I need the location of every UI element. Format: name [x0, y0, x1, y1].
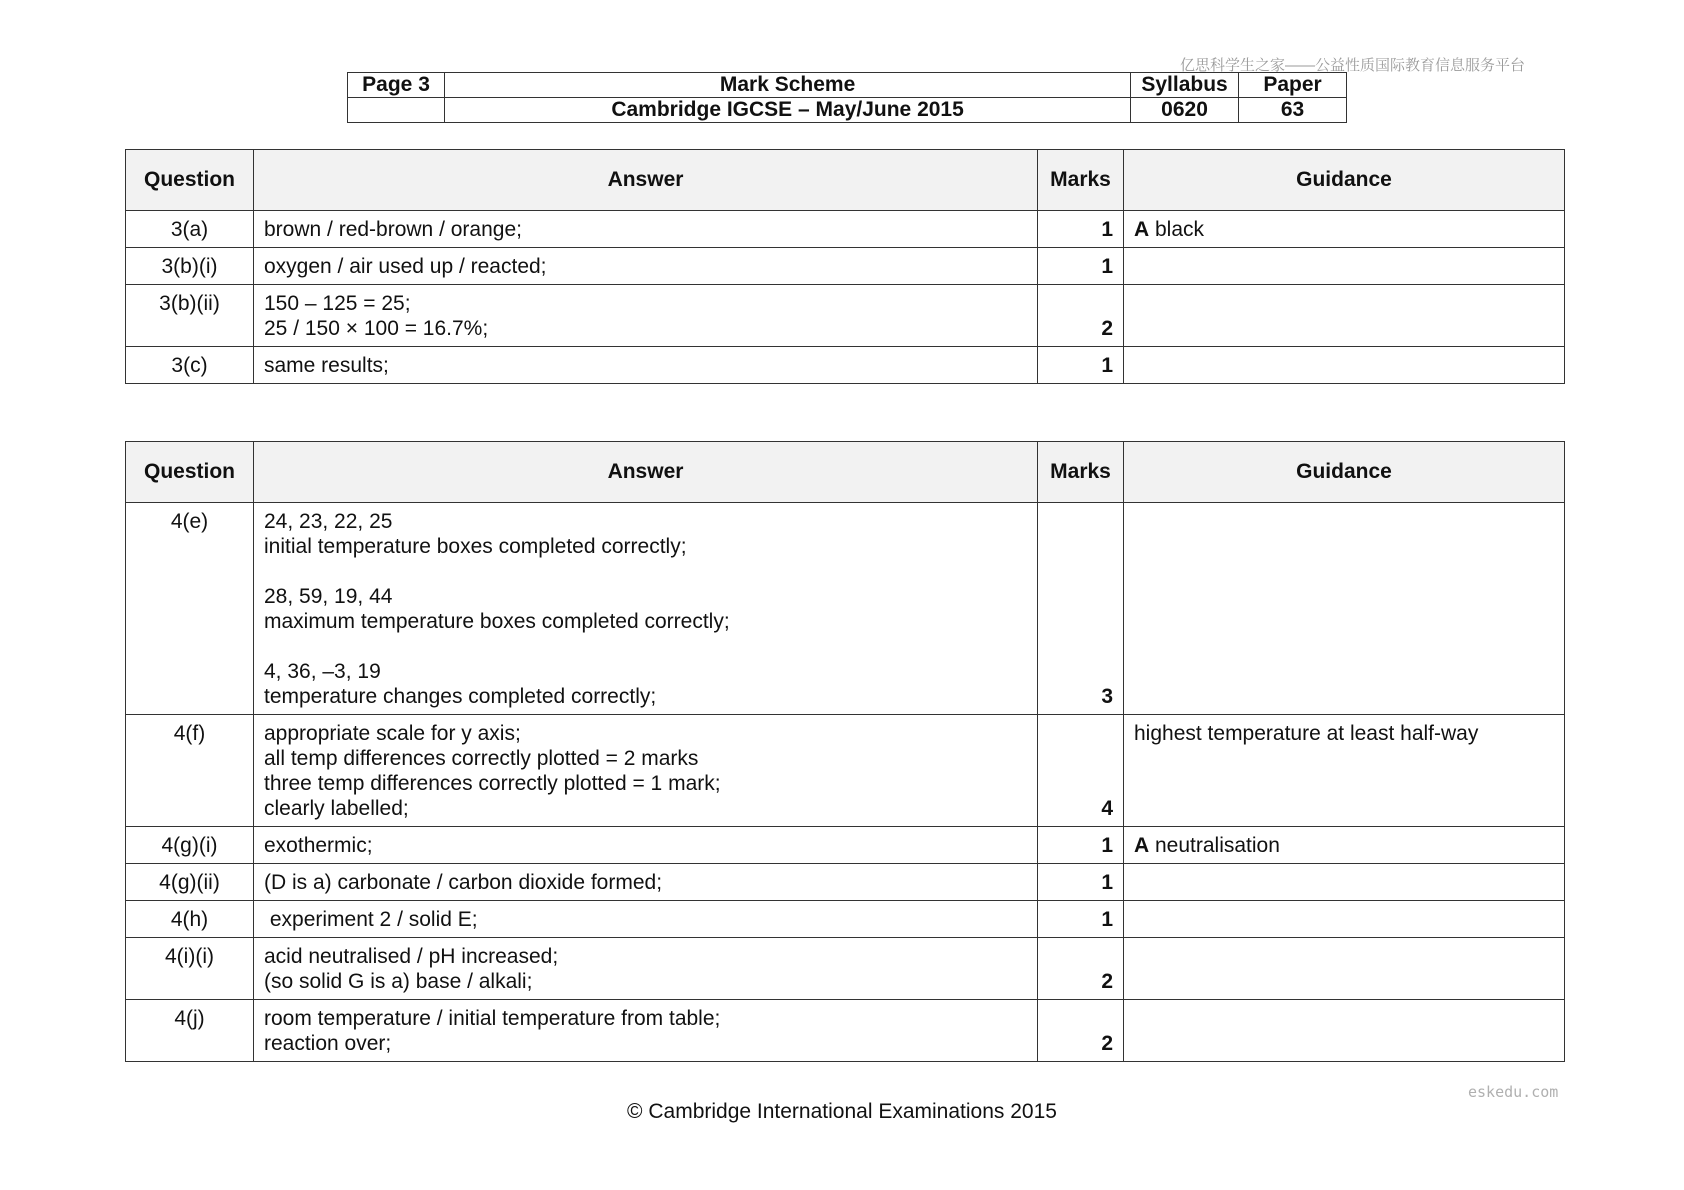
answer-line: 150 – 125 = 25; — [264, 292, 411, 315]
exam-name: Cambridge IGCSE – May/June 2015 — [445, 98, 1131, 123]
guidance-cell — [1124, 347, 1565, 384]
column-header-marks: Marks — [1038, 442, 1124, 503]
guidance-cell — [1124, 827, 1565, 864]
answer-line: 4, 36, –3, 19 — [264, 660, 381, 683]
question-number: 4(e) — [126, 503, 254, 715]
guidance-cell — [1124, 248, 1565, 285]
marks-value: 1 — [1038, 347, 1124, 384]
answer-line: oxygen / air used up / reacted; — [264, 255, 547, 278]
marks-value: 3 — [1038, 503, 1124, 715]
column-header-guidance: Guidance — [1124, 442, 1565, 503]
answer-cell — [254, 901, 1038, 938]
guidance-cell — [1124, 211, 1565, 248]
answer-line: brown / red-brown / orange; — [264, 218, 522, 241]
marks-value: 1 — [1038, 248, 1124, 285]
answer-cell — [254, 211, 1038, 248]
marks-value: 1 — [1038, 864, 1124, 901]
answer-line — [264, 634, 1027, 659]
mark-scheme-table-4 — [125, 441, 1565, 1062]
document-title: Mark Scheme — [445, 73, 1131, 98]
answer-line: (D is a) carbonate / carbon dioxide formed; — [264, 871, 663, 894]
question-number: 4(j) — [126, 1000, 254, 1062]
marks-value: 1 — [1038, 901, 1124, 938]
table-row — [126, 503, 1565, 715]
answer-line: acid neutralised / pH increased; — [264, 945, 559, 968]
question-number: 3(b)(i) — [126, 248, 254, 285]
watermark-top: 亿思科学生之家——公益性质国际教育信息服务平台 — [1180, 57, 1526, 74]
answer-line: 25 / 150 × 100 = 16.7%; — [264, 317, 489, 340]
paper-number: 63 — [1239, 98, 1347, 123]
column-header-answer: Answer — [254, 150, 1038, 211]
answer-line: 24, 23, 22, 25 — [264, 510, 393, 533]
answer-line: experiment 2 / solid E; — [264, 908, 478, 931]
watermark-bottom: eskedu.com — [1468, 1083, 1559, 1101]
answer-line: 28, 59, 19, 44 — [264, 585, 393, 608]
answer-line: room temperature / initial temperature from table; — [264, 1007, 721, 1030]
answer-line: exothermic; — [264, 834, 373, 857]
syllabus-label: Syllabus — [1131, 73, 1239, 98]
copyright-footer: © Cambridge International Examinations 2015 — [627, 1100, 1057, 1123]
answer-cell — [254, 938, 1038, 1000]
question-number: 3(c) — [126, 347, 254, 384]
mark-scheme-table-3 — [125, 149, 1565, 384]
answer-line: reaction over; — [264, 1032, 392, 1055]
answer-cell — [254, 715, 1038, 827]
table-row — [126, 248, 1565, 285]
answer-cell — [254, 1000, 1038, 1062]
answer-cell — [254, 248, 1038, 285]
answer-cell — [254, 827, 1038, 864]
header-empty-cell — [348, 98, 445, 123]
guidance-accept-marker: A — [1134, 218, 1150, 241]
marks-value: 4 — [1038, 715, 1124, 827]
column-header-answer: Answer — [254, 442, 1038, 503]
question-number: 3(b)(ii) — [126, 285, 254, 347]
guidance-accept-marker: A — [1134, 834, 1150, 857]
question-number: 4(g)(i) — [126, 827, 254, 864]
guidance-cell — [1124, 864, 1565, 901]
table-row — [126, 211, 1565, 248]
answer-line: clearly labelled; — [264, 797, 409, 820]
guidance-text: black — [1149, 218, 1205, 241]
marks-value: 2 — [1038, 285, 1124, 347]
answer-line: appropriate scale for y axis; — [264, 722, 521, 745]
table-row — [126, 1000, 1565, 1062]
guidance-cell — [1124, 503, 1565, 715]
marks-value: 2 — [1038, 938, 1124, 1000]
marks-value: 1 — [1038, 827, 1124, 864]
answer-cell — [254, 864, 1038, 901]
table-row — [126, 938, 1565, 1000]
syllabus-code: 0620 — [1131, 98, 1239, 123]
answer-line — [264, 559, 1027, 584]
guidance-cell — [1124, 901, 1565, 938]
column-header-question: Question — [126, 442, 254, 503]
table-row — [126, 285, 1565, 347]
answer-line: (so solid G is a) base / alkali; — [264, 970, 533, 993]
guidance-text: highest temperature at least half-way — [1134, 722, 1479, 745]
answer-line: temperature changes completed correctly; — [264, 685, 657, 708]
answer-line: maximum temperature boxes completed correctly; — [264, 610, 730, 633]
answer-line: three temp differences correctly plotted = 1 mark; — [264, 772, 721, 795]
page-number: Page 3 — [348, 73, 445, 98]
table-row — [126, 827, 1565, 864]
question-number: 4(h) — [126, 901, 254, 938]
paper-label: Paper — [1239, 73, 1347, 98]
question-number: 4(f) — [126, 715, 254, 827]
column-header-marks: Marks — [1038, 150, 1124, 211]
guidance-text: neutralisation — [1149, 834, 1280, 857]
table-row — [126, 864, 1565, 901]
question-number: 3(a) — [126, 211, 254, 248]
question-number: 4(i)(i) — [126, 938, 254, 1000]
answer-line: same results; — [264, 354, 389, 377]
table-row — [126, 347, 1565, 384]
table-row — [126, 901, 1565, 938]
answer-line: all temp differences correctly plotted = 2 marks — [264, 747, 699, 770]
answer-cell — [254, 285, 1038, 347]
column-header-question: Question — [126, 150, 254, 211]
answer-cell — [254, 347, 1038, 384]
guidance-cell — [1124, 1000, 1565, 1062]
answer-line: initial temperature boxes completed correctly; — [264, 535, 687, 558]
guidance-cell — [1124, 938, 1565, 1000]
guidance-cell — [1124, 285, 1565, 347]
table-row — [126, 715, 1565, 827]
marks-value: 1 — [1038, 211, 1124, 248]
header-table — [347, 72, 1347, 123]
answer-cell — [254, 503, 1038, 715]
guidance-cell — [1124, 715, 1565, 827]
marks-value: 2 — [1038, 1000, 1124, 1062]
question-number: 4(g)(ii) — [126, 864, 254, 901]
column-header-guidance: Guidance — [1124, 150, 1565, 211]
